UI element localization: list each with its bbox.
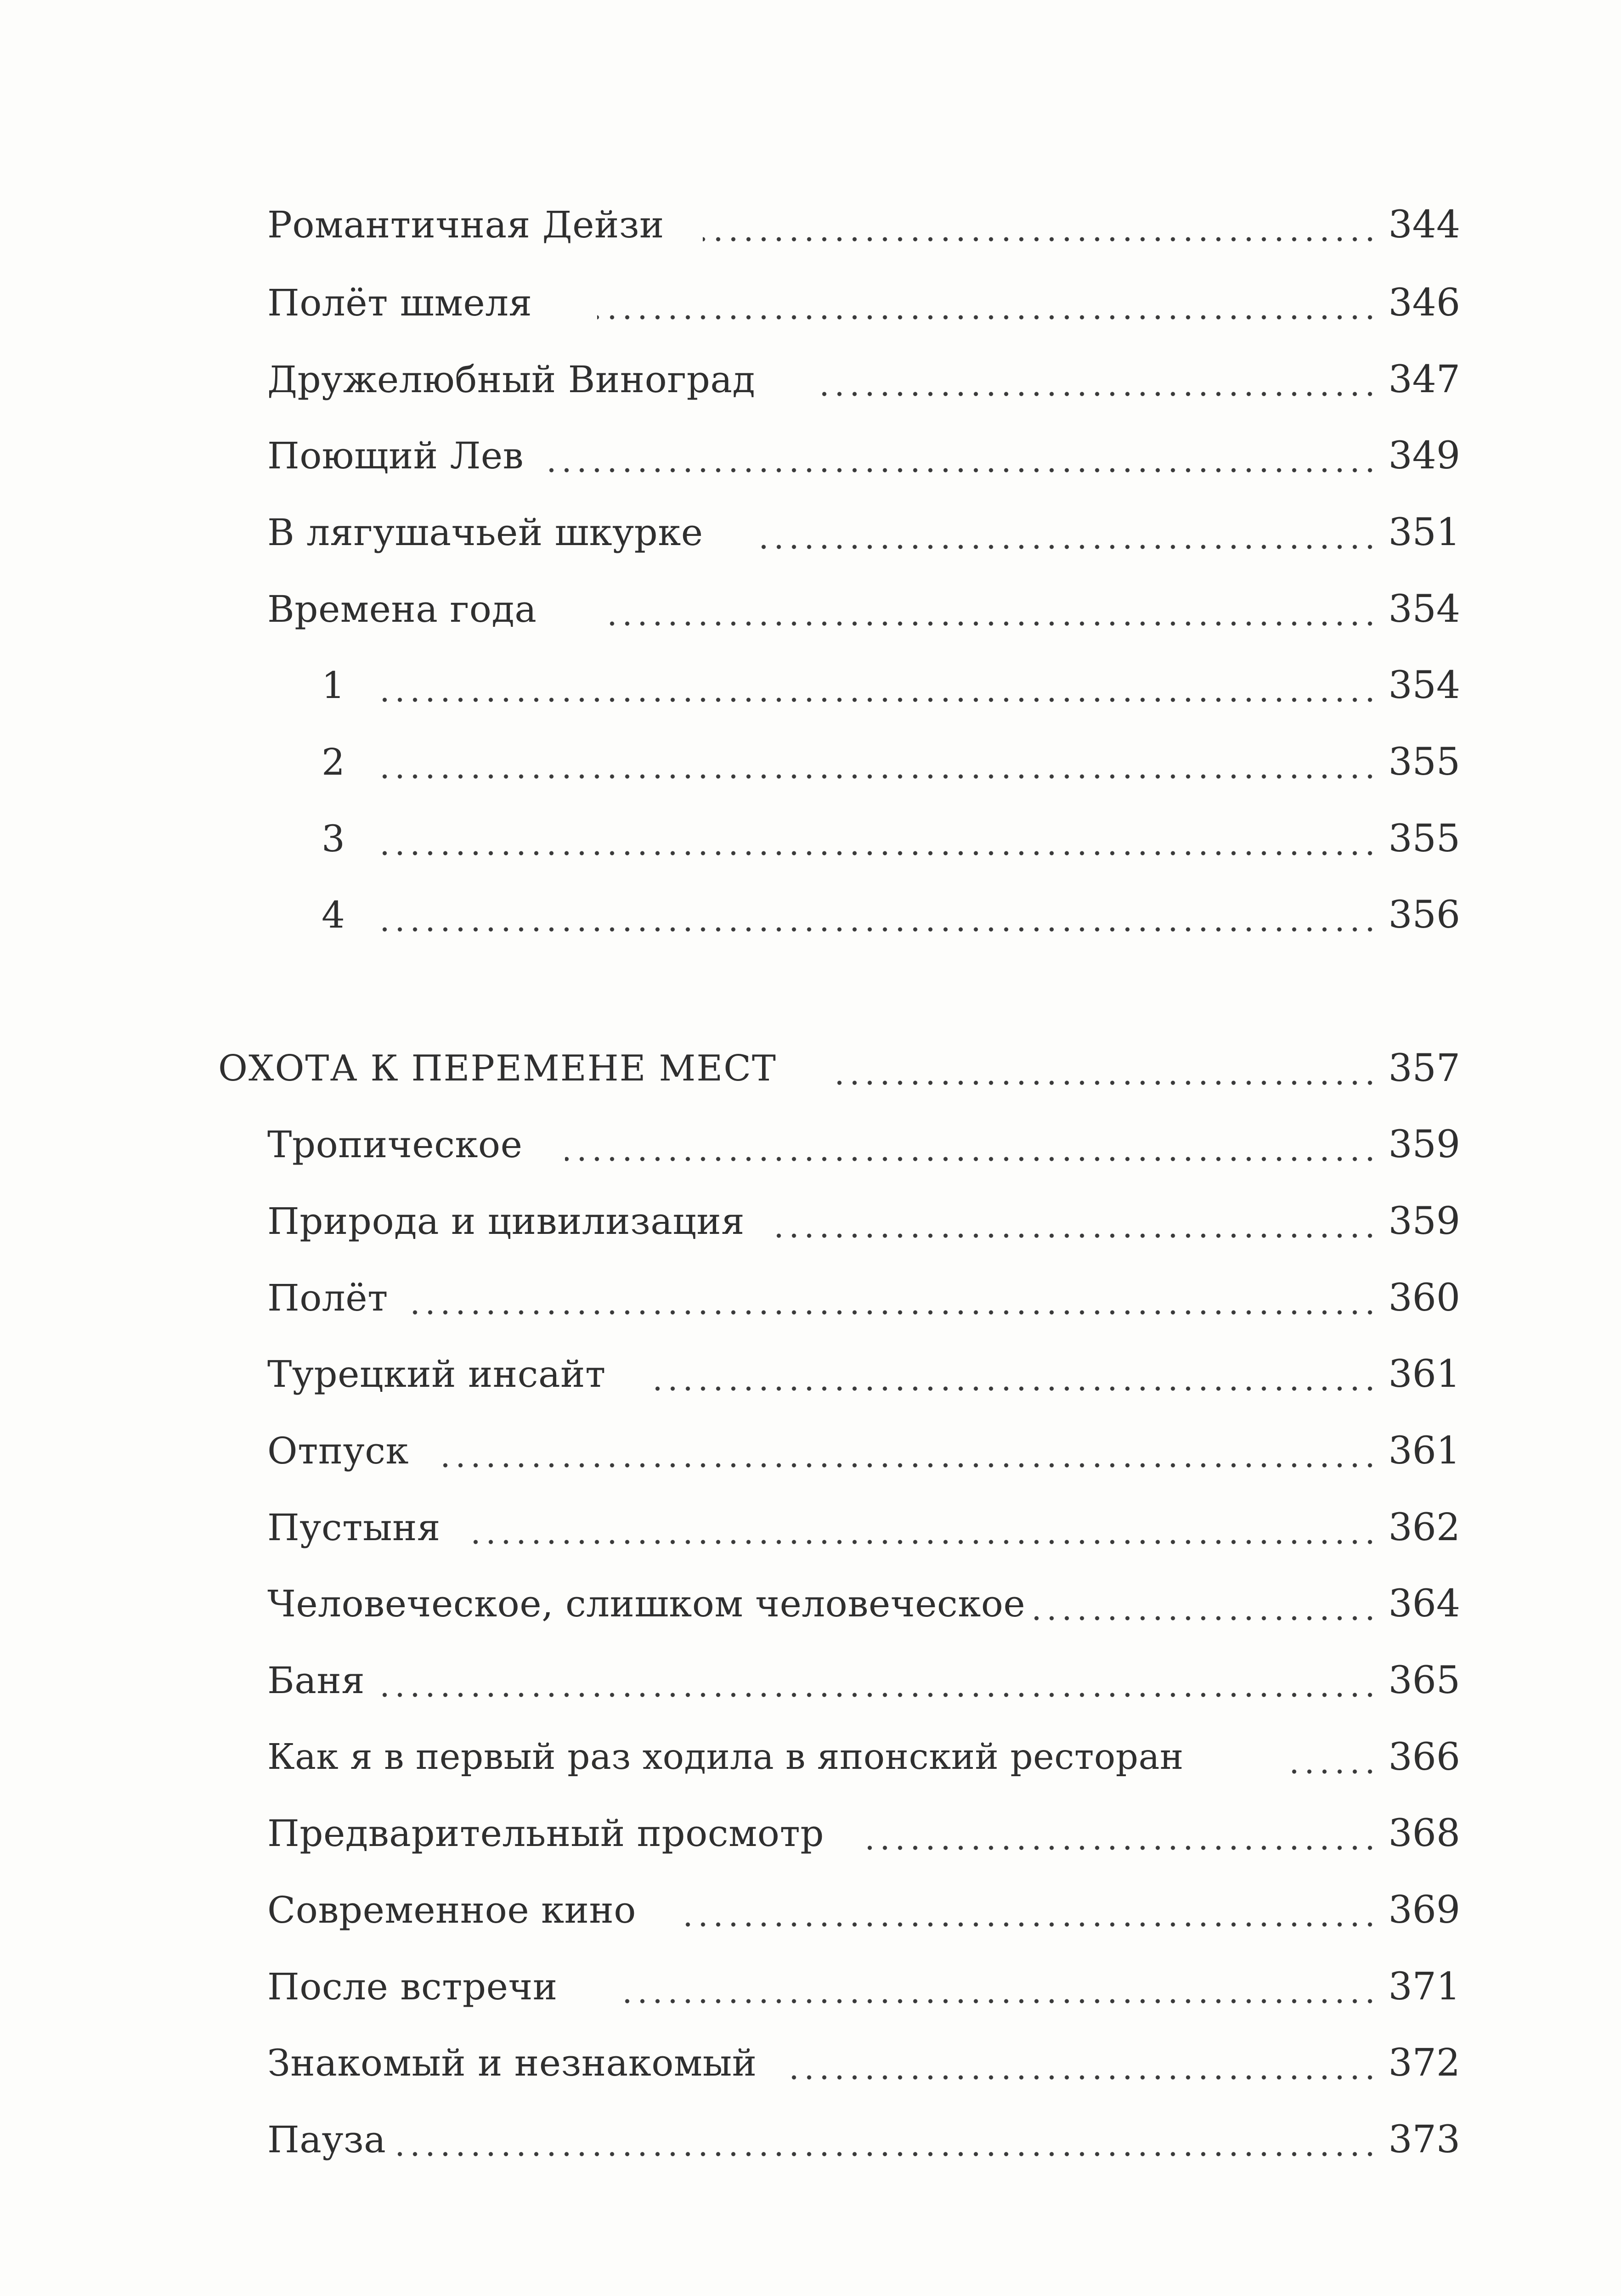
dot-leader <box>404 1266 1378 1330</box>
toc-entry-title: В лягушачьей шкурке <box>267 511 703 554</box>
toc-entry <box>0 1342 1621 1407</box>
dot-leader <box>469 1496 1378 1560</box>
dot-leader <box>827 1036 1378 1101</box>
toc-entry-page: 344 <box>1388 203 1460 247</box>
dot-leader <box>377 730 1378 794</box>
toc-entry-title: 1 <box>322 664 345 707</box>
toc-entry <box>0 1266 1621 1330</box>
toc-entry-title: Дружелюбный Виноград <box>267 358 756 401</box>
toc-entry-title: Тропическое <box>267 1123 523 1166</box>
toc-entry-title: Человеческое, слишком человеческое <box>267 1582 1026 1625</box>
toc-entry-page: 371 <box>1388 1965 1460 2009</box>
toc-entry-page: 354 <box>1388 664 1460 707</box>
toc-entry-page: 354 <box>1388 587 1460 631</box>
toc-entry-page: 365 <box>1388 1659 1460 1702</box>
dot-leader <box>606 577 1378 642</box>
toc-section-title: ОХОТА К ПЕРЕМЕНЕ МЕСТ <box>218 1048 777 1089</box>
toc-entry-title: Полёт <box>267 1277 388 1319</box>
toc-entry-page: 355 <box>1388 817 1460 861</box>
toc-entry <box>0 1801 1621 1866</box>
toc-entry <box>0 1572 1621 1636</box>
dot-leader <box>818 348 1378 412</box>
toc-entry-page: 346 <box>1388 281 1460 325</box>
toc-entry-title: 2 <box>322 741 345 783</box>
dot-leader <box>395 2108 1378 2172</box>
toc-entry-title: Турецкий инсайт <box>267 1353 606 1396</box>
toc-entry-page: 351 <box>1388 511 1460 554</box>
dot-leader <box>1029 1572 1378 1636</box>
toc-subentry <box>0 883 1621 947</box>
dot-leader <box>547 424 1378 488</box>
toc-subentry <box>0 653 1621 718</box>
dot-leader <box>377 1649 1378 1713</box>
toc-entry <box>0 1189 1621 1254</box>
toc-entry <box>0 2108 1621 2172</box>
toc-entry-page: 357 <box>1388 1047 1460 1090</box>
dot-leader <box>441 1419 1378 1483</box>
toc-subentry <box>0 807 1621 871</box>
toc-entry <box>0 1878 1621 1942</box>
toc-entry <box>0 1649 1621 1713</box>
toc-entry <box>0 1496 1621 1560</box>
toc-entry <box>0 501 1621 565</box>
toc-entry <box>0 1725 1621 1790</box>
toc-entry <box>0 2031 1621 2095</box>
toc-entry-page: 359 <box>1388 1199 1460 1243</box>
toc-entry-title: Знакомый и незнакомый <box>267 2042 757 2084</box>
toc-entry-title: Природа и цивилизация <box>267 1200 745 1243</box>
toc-entry-page: 361 <box>1388 1429 1460 1473</box>
toc-entry-page: 347 <box>1388 358 1460 401</box>
dot-leader <box>864 1801 1378 1866</box>
toc-entry-title: Полёт шмеля <box>267 281 532 324</box>
toc-entry-title: Поющий Лев <box>267 434 524 477</box>
toc-entry <box>0 577 1621 642</box>
toc-entry-page: 361 <box>1388 1352 1460 1396</box>
toc-entry-title: Как я в первый раз ходила в японский ресторан <box>267 1737 1184 1778</box>
dot-leader <box>776 1189 1378 1254</box>
toc-entry-title: После встречи <box>267 1965 558 2008</box>
dot-leader <box>652 1342 1378 1407</box>
toc-entry-page: 359 <box>1388 1123 1460 1166</box>
toc-entry-page: 364 <box>1388 1582 1460 1626</box>
toc-entry-page: 372 <box>1388 2041 1460 2085</box>
dot-leader <box>377 807 1378 871</box>
dot-leader <box>597 271 1378 335</box>
toc-entry-page: 360 <box>1388 1276 1460 1320</box>
toc-entry-page: 366 <box>1388 1735 1460 1779</box>
toc-entry-page: 368 <box>1388 1812 1460 1855</box>
toc-entry <box>0 1113 1621 1177</box>
toc-entry-title: Пустыня <box>267 1506 441 1549</box>
dot-leader <box>1282 1725 1378 1790</box>
toc-entry-page: 355 <box>1388 740 1460 784</box>
dot-leader <box>377 653 1378 718</box>
dot-leader <box>625 1955 1378 2019</box>
toc-entry <box>0 424 1621 488</box>
dot-leader <box>377 883 1378 947</box>
toc-entry-page: 373 <box>1388 2118 1460 2161</box>
dot-leader <box>675 1878 1378 1942</box>
toc-entry <box>0 348 1621 412</box>
toc-entry <box>0 1955 1621 2019</box>
toc-entry-page: 362 <box>1388 1506 1460 1549</box>
toc-entry-page: 369 <box>1388 1888 1460 1932</box>
toc-entry-page: 349 <box>1388 434 1460 478</box>
toc-entry-title: Пауза <box>267 2118 386 2161</box>
toc-entry <box>0 1419 1621 1483</box>
toc-entry-title: Современное кино <box>267 1889 636 1931</box>
toc-entry-title: Баня <box>267 1659 365 1702</box>
toc-entry-title: Отпуск <box>267 1429 409 1472</box>
toc-entry <box>0 193 1621 257</box>
toc-entry-title: 4 <box>322 894 345 936</box>
toc-section-entry <box>0 1036 1621 1101</box>
dot-leader <box>758 501 1378 565</box>
toc-entry-title: Времена года <box>267 588 537 630</box>
toc-entry <box>0 271 1621 335</box>
dot-leader <box>703 193 1378 257</box>
dot-leader <box>565 1113 1378 1177</box>
toc-entry-page: 356 <box>1388 893 1460 937</box>
toc-entry-title: 3 <box>322 817 345 860</box>
dot-leader <box>790 2031 1378 2095</box>
toc-subentry <box>0 730 1621 794</box>
toc-entry-title: Романтичная Дейзи <box>267 203 664 246</box>
toc-entry-title: Предварительный просмотр <box>267 1812 824 1855</box>
